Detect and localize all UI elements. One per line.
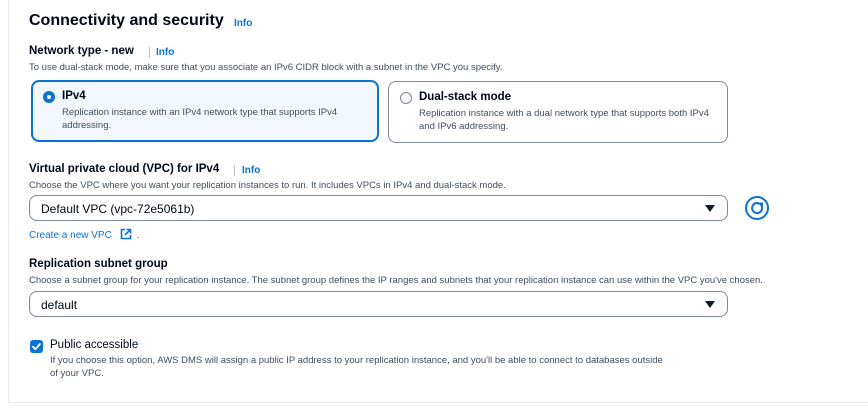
- public-accessible-description-line2: of your VPC.: [50, 368, 104, 379]
- network-type-info-link[interactable]: Info: [156, 47, 175, 58]
- ipv4-radio[interactable]: [43, 91, 55, 103]
- public-accessible-description-line1: If you choose this option, AWS DMS will assign a public IP address to your replication instance, and you'll be able to connect to databases outside: [50, 355, 663, 366]
- subnet-group-label: Replication subnet group: [29, 258, 168, 270]
- subnet-group-select[interactable]: [29, 291, 728, 317]
- create-vpc-link-period: .: [136, 230, 140, 241]
- label-divider: [149, 47, 150, 58]
- network-type-label: Network type - new: [29, 45, 134, 57]
- public-accessible-label[interactable]: Public accessible: [50, 339, 139, 351]
- dual-stack-option-description: Replication instance with a dual network type that supports both IPv4 and IPv6 addressing.: [419, 108, 709, 132]
- network-type-option-dual-stack[interactable]: [388, 81, 728, 143]
- create-vpc-link-row: [29, 225, 140, 245]
- section-title: Connectivity and security: [29, 12, 224, 29]
- check-icon: [30, 340, 43, 353]
- label-divider: [234, 165, 235, 176]
- connectivity-security-panel: [8, 0, 868, 403]
- subnet-group-select-value: default: [41, 298, 78, 312]
- vpc-description: Choose the VPC where you want your replication instances to run. It includes VPCs in IPv4 and dual-stack mode.: [29, 180, 506, 191]
- vpc-info-link[interactable]: Info: [242, 165, 261, 176]
- caret-down-icon: [705, 301, 715, 308]
- create-vpc-link[interactable]: Create a new VPC: [29, 230, 112, 241]
- network-type-option-ipv4[interactable]: [31, 80, 379, 142]
- vpc-select-value: Default VPC (vpc-72e5061b): [41, 202, 195, 216]
- public-accessible-checkbox[interactable]: [30, 340, 43, 353]
- network-type-description: To use dual-stack mode, make sure that you associate an IPv6 CIDR block with a subnet in the VPC you specify.: [29, 62, 503, 73]
- vpc-label: Virtual private cloud (VPC) for IPv4: [29, 163, 220, 175]
- section-info-link[interactable]: Info: [234, 18, 253, 29]
- subnet-group-description: Choose a subnet group for your replication instance. The subnet group defines the IP ranges and subnets that your replication instance can use within the VPC you've chosen.: [29, 275, 763, 286]
- vpc-select[interactable]: [29, 195, 728, 221]
- ipv4-option-title: IPv4: [62, 90, 86, 102]
- caret-down-icon: [705, 205, 715, 212]
- external-link-icon[interactable]: [120, 227, 132, 245]
- dual-stack-radio[interactable]: [400, 92, 412, 104]
- refresh-icon[interactable]: [745, 196, 769, 220]
- ipv4-option-description: Replication instance with an IPv4 network type that supports IPv4 addressing.: [62, 107, 338, 131]
- dual-stack-option-title: Dual-stack mode: [419, 91, 512, 103]
